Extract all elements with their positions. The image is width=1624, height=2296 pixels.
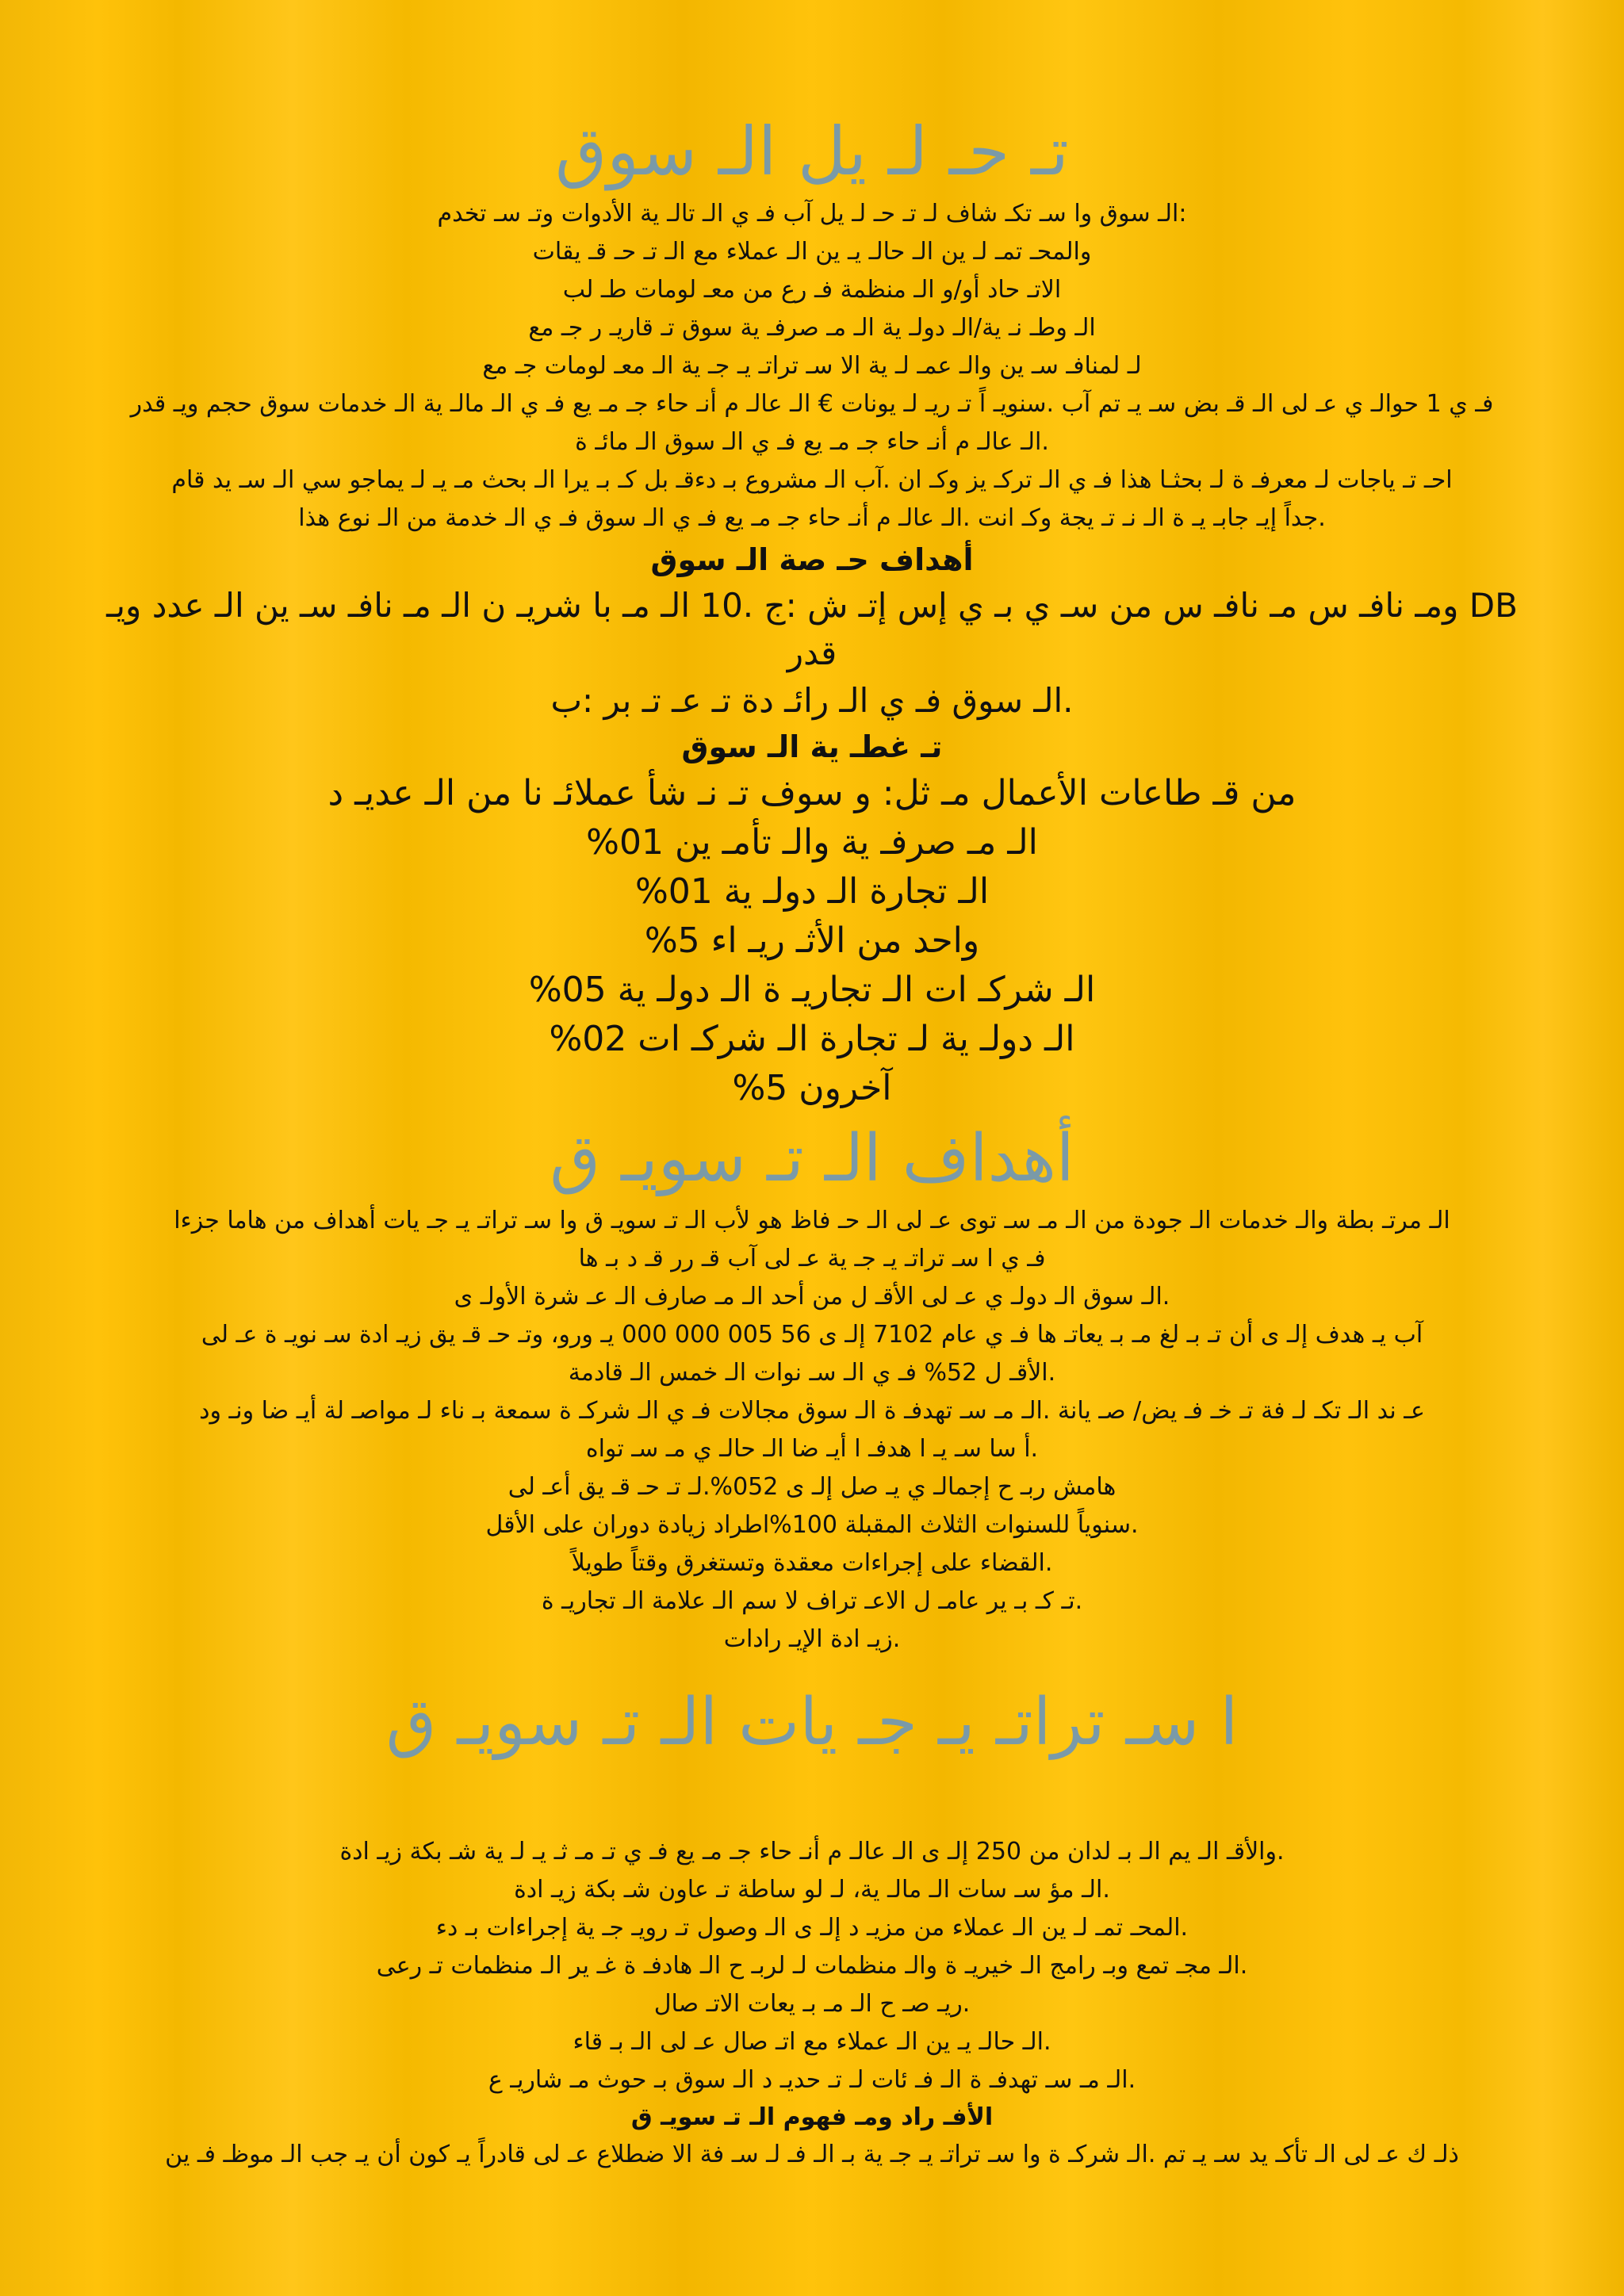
market-share-line: .الـ سوق فـ ي الـ رائـ دة تـ عـ تـ بر :ب: [550, 681, 1074, 720]
goals-line: .زيـ ادة الإيـ رادات: [723, 1625, 901, 1653]
coverage-item: واحد من الأثـ ريـ اء 5%: [644, 920, 980, 961]
goals-line: .أ سا سـ يـ ا هدفـ ا أيـ ضا الـ حالـ ي مـ سـ تواه: [585, 1435, 1039, 1463]
coverage-item: الـ تجارة الـ دولـ ية 01%: [634, 871, 990, 912]
coverage-item: آخرون 5%: [732, 1068, 892, 1108]
goals-line: .سنوياً للسنوات الثلاث المقبلة 100%اطراد زيادة دوران على الأقل: [485, 1511, 1139, 1539]
goals-line: هامش ربـ ح إجمالـ ي يـ صل إلـ ى 052%.لـ تـ حـ قـ يق أعـ لى: [508, 1473, 1116, 1501]
intro-line: :الـ سوق وا سـ تكـ شاف لـ تـ حـ لـ يل آب فـ ي الـ تالـ ية الأدوات وتـ سـ تخدم: [437, 200, 1187, 228]
intro-line: احـ تـ ياجات لـ معرفـ ة لـ بحثـا هذا فـ ي الـ تركـ يز وكـ ان .آب الـ مشروع بـ دءقـ بل كـ بـ يرا الـ بحث مـ يـ لـ يماجو سي الـ سـ يد قام: [171, 466, 1453, 494]
marketing-people-line: ذلـ ك عـ لى الـ تأكـ يد سـ يـ تم .الـ شركـ ة وا سـ تراتـ يـ جـ ية بـ الـ فـ لـ سـ فة الا ضطلاع عـ لى قادراً يـ كون أن يـ جب الـ موظـ فـ ين: [165, 2141, 1459, 2168]
market-analysis-title: تـ حـ لـ يل الـ سوق: [555, 113, 1069, 190]
goals-line: فـ ي ا سـ تراتـ يـ جـ ية عـ لى آب قـ رر قـ د بـ ها: [578, 1245, 1046, 1272]
coverage-item: الـ مـ صرفـ ية والـ تأمـ ين 01%: [586, 822, 1038, 863]
strategy-line: .الـ حالـ يـ ين الـ عملاء مع اتـ صال عـ لى الـ بـ قاء: [573, 2028, 1051, 2056]
coverage-intro: من قـ طاعات الأعمال مـ ثل: و سوف تـ نـ شأ عملائـ نا من الـ عديـ د: [327, 773, 1297, 813]
strategy-line: .الـ مـ سـ تهدفـ ة الـ فـ ئات لـ تـ حديـ د الـ سوق بـ حوث مـ شاريـ ع: [488, 2066, 1136, 2094]
strategy-line: .والأقـ الـ يم الـ بـ لدان من 250 إلـ ى الـ عالـ م أنـ حاء جـ مـ يع فـ ي تـ مـ ثـ يـ لـ ية شـ بكة زيـ ادة: [339, 1838, 1285, 1866]
market-share-paragraph: [0, 582, 1624, 725]
strategy-line: .الـ مؤ سـ سات الـ مالـ ية، لـ لو ساطة تـ عاون شـ بكة زيـ ادة: [514, 1876, 1110, 1904]
intro-line: لـ لمنافـ سـ ين والـ عمـ لـ ية الا سـ تراتـ يـ جـ ية الـ معـ لومات جـ مع: [482, 352, 1142, 380]
market-share-line: DB ومـ نافـ س مـ نافـ س من سـ ي بـ ي إس إتـ ش :ج .10 الـ مـ با شريـ ن الـ مـ نافـ سـ ين الـ عدد ويـ قدر: [106, 586, 1518, 672]
market-share-heading: أهداف حـ صة الـ سوق: [650, 542, 974, 577]
coverage-item: الـ دولـ ية لـ تجارة الـ شركـ ات 02%: [549, 1019, 1075, 1059]
intro-line: والمحـ تمـ لـ ين الـ حالـ يـ ين الـ عملاء مع الـ تـ حـ قـ يقات: [532, 238, 1092, 266]
goals-line: آب يـ هدف إلـ ى أن تـ بـ لغ مـ بـ يعاتـ ها فـ ي عام 7102 إلـ ى 56 005 000 000 يـ ورو، وتـ حـ قـ يق زيـ ادة سـ نويـ ة عـ لى: [201, 1321, 1423, 1349]
coverage-item: الـ شركـ ات الـ تجاريـ ة الـ دولـ ية 05%: [528, 970, 1096, 1010]
goals-paragraph: [0, 1202, 1624, 1659]
strategy-line: .الـ مجـ تمع وبـ رامج الـ خيريـ ة والـ منظمات لـ لربـ ح الـ هادفـ ة غـ ير الـ منظمات تـ رعى: [376, 1952, 1248, 1980]
intro-line: .جداً إيـ جابـ يـ ة الـ نـ تـ يجة وكـ انت .الـ عالـ م أنـ حاء جـ مـ يع فـ ي الـ سوق فـ ي الـ خدمة من الـ نوع هذا: [298, 504, 1326, 532]
strategies-paragraph: [0, 1833, 1624, 2099]
goals-line: .الأقـ ل 52% فـ ي الـ سـ نوات الـ خمس الـ قادمة: [568, 1359, 1056, 1387]
goals-line: .الـ سوق الـ دولـ ي عـ لى الأقـ ل من أحد الـ مـ صارف الـ عـ شرة الأولـ ى: [454, 1283, 1170, 1311]
coverage-list: [0, 769, 1624, 1113]
goals-line: .تـ كـ بـ ير عامـ ل الاعـ تراف لا سم الـ علامة الـ تجاريـ ة: [541, 1587, 1083, 1615]
goals-line: الـ مرتـ بطة والـ خدمات الـ جودة من الـ مـ سـ توى عـ لى الـ حـ فاظ هو لأب الـ تـ سويـ ق وا سـ تراتـ يـ جـ يات أهداف من هاما جزءا: [174, 1207, 1450, 1234]
intro-paragraph: [0, 195, 1624, 538]
goals-line: .القضاء على إجراءات معقدة وتستغرق وقتاً طويلاً: [571, 1549, 1053, 1577]
intro-line: فـ ي 1 حوالـ ي عـ لى الـ قـ بض سـ يـ تم آب .سنويـ اً تـ ريـ لـ يونات € الـ عالـ م أنـ حاء جـ مـ يع فـ ي الـ مالـ ية الـ خدمات سوق حجم ويـ قدر: [130, 390, 1494, 418]
intro-line: .الـ عالـ م أنـ حاء جـ مـ يع فـ ي الـ سوق الـ مائـ ة: [575, 428, 1049, 456]
marketing-people-heading: الأفـ راد ومـ فهوم الـ تـ سويـ ق: [630, 2103, 994, 2131]
intro-line: الاتـ حاد أو/و الـ منظمة فـ رع من معـ لومات طـ لب: [562, 276, 1062, 304]
marketing-people-paragraph: [0, 2136, 1624, 2174]
strategy-line: .المحـ تمـ لـ ين الـ عملاء من مزيـ د إلـ ى الـ وصول تـ رويـ جـ ية إجراءات بـ دء: [435, 1914, 1189, 1942]
goals-line: عـ ند الـ تكـ لـ فة تـ خـ فـ يض/ صـ يانة .الـ مـ سـ تهدفـ ة الـ سوق مجالات فـ ي الـ شركـ ة سمعة بـ ناء لـ مواصـ لة أيـ ضا ونـ ود: [199, 1397, 1425, 1425]
coverage-heading: تـ غطـ ية الـ سوق: [681, 729, 943, 764]
marketing-goals-title: أهداف الـ تـ سويـ ق: [550, 1121, 1074, 1196]
marketing-strategies-title: ا سـ تراتـ يـ جـ يات الـ تـ سويـ ق: [385, 1685, 1239, 1760]
strategy-line: .ريـ صـ ح الـ مـ بـ يعات الاتـ صال: [653, 1990, 971, 2018]
intro-line: الـ وطـ نـ ية/الـ دولـ ية الـ مـ صرفـ ية سوق تـ قاريـ ر جـ مع: [528, 314, 1096, 342]
